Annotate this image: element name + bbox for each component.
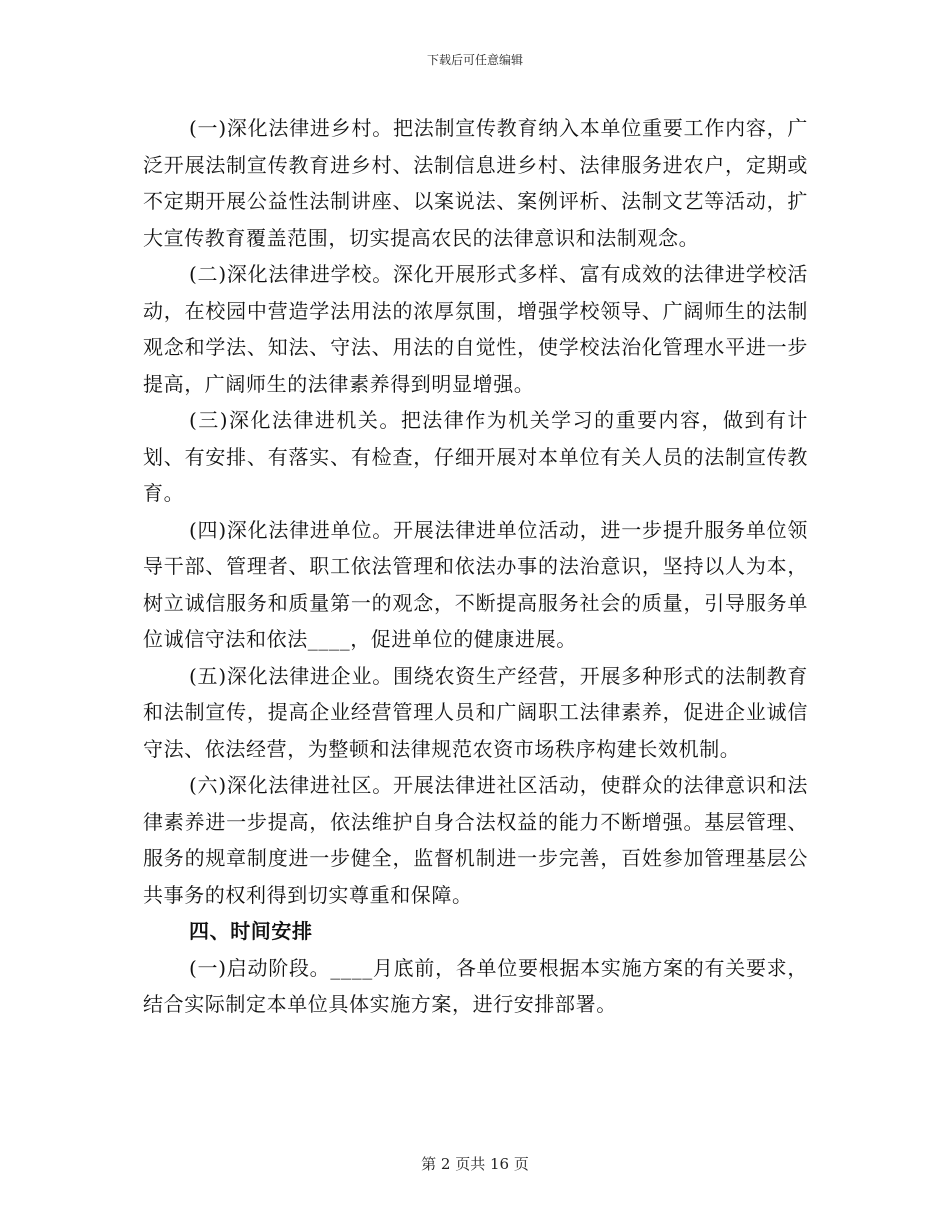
- section-heading-schedule: 四、时间安排: [189, 919, 313, 943]
- document-body: [143, 110, 808, 1023]
- paragraph-enterprises: (五)深化法律进企业。围绕农资生产经营，开展多种形式的法制教育和法制宣传，提高企业经营管理人员和广阔职工法律素养，促进企业诚信守法、依法经营，为整顿和法律规范农资市场秩序构建长效机制。: [143, 663, 808, 761]
- page-number-footer: 第 2 页共 16 页: [421, 1155, 529, 1173]
- paragraph-launch-phase: (一)启动阶段。____月底前，各单位要根据本实施方案的有关要求，结合实际制定本单位具体实施方案，进行安排部署。: [143, 955, 808, 1016]
- paragraph-units: (四)深化法律进单位。开展法律进单位活动，进一步提升服务单位领导干部、管理者、职工依法管理和依法办事的法治意识，坚持以人为本，树立诚信服务和质量第一的观念，不断提高服务社会的质量，引导服务单位诚信守法和依法____，促进单位的健康进展。: [143, 517, 808, 651]
- paragraph-rural: (一)深化法律进乡村。把法制宣传教育纳入本单位重要工作内容，广泛开展法制宣传教育进乡村、法制信息进乡村、法律服务进农户，定期或不定期开展公益性法制讲座、以案说法、案例评析、法制文艺等活动，扩大宣传教育覆盖范围，切实提高农民的法律意识和法制观念。: [143, 116, 808, 250]
- paragraph-agencies: (三)深化法律进机关。把法律作为机关学习的重要内容，做到有计划、有安排、有落实、有检查，仔细开展对本单位有关人员的法制宣传教育。: [143, 408, 808, 505]
- paragraph-schools: (二)深化法律进学校。深化开展形式多样、富有成效的法律进学校活动，在校园中营造学法用法的浓厚氛围，增强学校领导、广阔师生的法制观念和学法、知法、守法、用法的自觉性，使学校法治化管理水平进一步提高，广阔师生的法律素养得到明显增强。: [143, 262, 808, 396]
- paragraph-communities: (六)深化法律进社区。开展法律进社区活动，使群众的法律意识和法律素养进一步提高，依法维护自身合法权益的能力不断增强。基层管理、服务的规章制度进一步健全，监督机制进一步完善，百姓参加管理基层公共事务的权利得到切实尊重和保障。: [143, 773, 808, 907]
- page-header-note: 下载后可任意编辑: [426, 53, 523, 67]
